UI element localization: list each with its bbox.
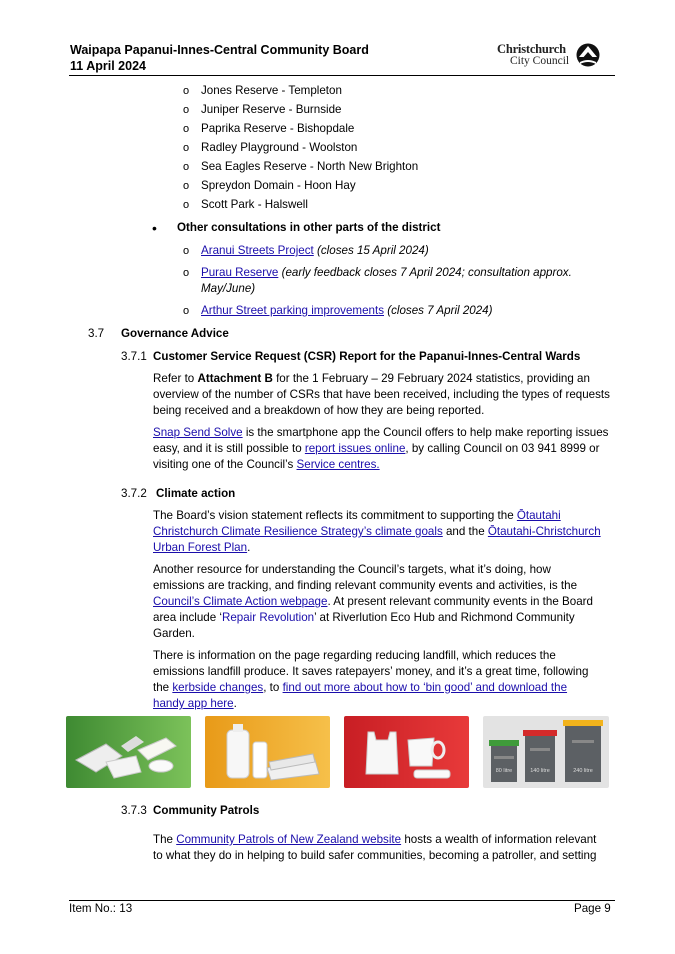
list-bullet: o (183, 267, 190, 279)
list-item: Purau Reserve (early feedback closes 7 April 2024; consultation approx. (201, 266, 572, 279)
list-item: Spreydon Domain - Hoon Hay (201, 179, 356, 192)
list-item: Aranui Streets Project (closes 15 April 2024) (201, 244, 429, 257)
red-bin-items-image (344, 716, 469, 788)
climate-strategy-link[interactable]: Ōtautahi (516, 509, 561, 522)
subsection-number: 3.7.3 (121, 804, 147, 817)
meeting-date: 11 April 2024 (70, 59, 146, 73)
purau-reserve-link[interactable]: Purau Reserve (201, 266, 279, 279)
list-bullet: o (183, 123, 190, 135)
subsection-heading: Climate action (156, 487, 236, 500)
subsection-number: 3.7.1 (121, 350, 147, 363)
council-logo: Christchurch City Council (497, 42, 607, 70)
green-bin-items-image (66, 716, 191, 788)
paragraph-line: area include ‘Repair Revolution’ at Riverlution Eco Hub and Richmond Community (153, 611, 575, 624)
list-item: Sea Eagles Reserve - North New Brighton (201, 160, 419, 173)
repair-revolution-text: Repair Revolution (221, 611, 315, 624)
subsection-heading: Customer Service Request (CSR) Report for the Papanui-Innes-Central Wards (153, 350, 581, 363)
report-issues-online-link[interactable]: report issues online (304, 442, 406, 455)
list-bullet: o (183, 305, 190, 317)
paragraph-line: The Board’s vision statement reflects its commitment to supporting the Ōtautahi (153, 509, 561, 522)
bin-size-label: 240 litre (573, 768, 593, 774)
list-bullet: o (183, 161, 190, 173)
paragraph-line: emissions landfill produce. It saves ratepayers’ money, and it’s a great time, following (153, 665, 589, 678)
section-number: 3.7 (88, 327, 105, 340)
paragraph-line: Christchurch Climate Resilience Strategy’s climate goals and the Ōtautahi-Christchurch (153, 525, 601, 538)
bin-good-link[interactable]: handy app here (153, 697, 234, 710)
urban-forest-plan-link[interactable]: Urban Forest Plan (153, 541, 248, 554)
kerbside-changes-link[interactable]: kerbside changes (172, 681, 264, 694)
bin-good-link[interactable]: find out more about how to ‘bin good’ and download the (282, 681, 568, 694)
yellow-bin-items-image (205, 716, 330, 788)
paragraph-line: handy app here. (153, 697, 237, 710)
urban-forest-plan-link[interactable]: Ōtautahi-Christchurch (487, 525, 601, 538)
list-item-continued: May/June) (201, 282, 256, 295)
paragraph-line: emissions are tracking, and finding relevant community events and activities, is the (153, 579, 578, 592)
header-rule (69, 75, 615, 76)
list-item: Arthur Street parking improvements (closes 7 April 2024) (201, 304, 493, 317)
list-bullet: o (183, 142, 190, 154)
board-name: Waipapa Papanui-Innes-Central Community Board (70, 43, 369, 57)
subsection-heading: Community Patrols (153, 804, 260, 817)
climate-strategy-link[interactable]: Christchurch Climate Resilience Strategy’s climate goals (153, 525, 443, 538)
footer-rule (69, 900, 615, 901)
bin-size-label: 80 litre (495, 768, 513, 774)
paragraph-line: Another resource for understanding the Council’s targets, what it’s doing, how (153, 563, 551, 576)
list-item: Juniper Reserve - Burnside (201, 103, 342, 116)
paragraph-line: overview of the number of CSRs that have been received, including the types of requests (153, 388, 610, 401)
list-bullet: o (183, 180, 190, 192)
snap-send-solve-link[interactable]: Snap Send Solve (153, 426, 243, 439)
community-patrols-link[interactable]: Community Patrols of New Zealand website (176, 833, 402, 846)
bin-size-label: 140 litre (530, 768, 550, 774)
aranui-streets-link[interactable]: Aranui Streets Project (201, 244, 314, 257)
list-bullet: o (183, 199, 190, 211)
paragraph-line: Garden. (153, 627, 195, 640)
list-item: Scott Park - Halswell (201, 198, 308, 211)
list-bullet: o (183, 85, 190, 97)
paragraph-line: Snap Send Solve is the smartphone app the Council offers to help make reporting issues (153, 426, 609, 439)
paragraph-line: There is information on the page regarding reducing landfill, which reduces the (153, 649, 556, 662)
list-item: Radley Playground - Woolston (201, 141, 358, 154)
wheelie-bins-image (483, 716, 609, 788)
list-bullet: o (183, 245, 190, 257)
header-title (70, 42, 369, 74)
list-item: Paprika Reserve - Bishopdale (201, 122, 355, 135)
list-bullet: • (152, 220, 157, 236)
section-heading: Governance Advice (121, 327, 229, 340)
paragraph-line: Council’s Climate Action webpage. At present relevant community events in the Board (153, 595, 593, 608)
footer-page-number: Page 9 (574, 902, 611, 915)
service-centres-link[interactable]: Service centres. (296, 458, 380, 471)
arthur-street-link[interactable]: Arthur Street parking improvements (201, 304, 384, 317)
paragraph-line: The Community Patrols of New Zealand website hosts a wealth of information relevant (153, 833, 597, 846)
paragraph-line: visiting one of the Council’s Service centres. (153, 458, 380, 471)
paragraph-line: to what they do in helping to build safer communities, becoming a patroller, and setting (153, 849, 597, 862)
other-consultations-heading: Other consultations in other parts of the district (177, 221, 441, 234)
paragraph-line: easy, and it is still possible to report issues online, by calling Council on 03 941 8999 or (153, 442, 600, 455)
climate-action-webpage-link[interactable]: Council’s Climate Action webpage (153, 595, 328, 608)
paragraph-line: Refer to Attachment B for the 1 February – 29 February 2024 statistics, providing an (153, 372, 590, 385)
paragraph-line: the kerbside changes, to find out more about how to ‘bin good’ and download the (153, 681, 568, 694)
paragraph-line: being received and a breakdown of how they are being reported. (153, 404, 485, 417)
paragraph-line: Urban Forest Plan. (153, 541, 251, 554)
list-bullet: o (183, 104, 190, 116)
subsection-number: 3.7.2 (121, 487, 147, 500)
council-emblem-icon (576, 42, 600, 68)
footer-item-number: Item No.: 13 (69, 902, 133, 915)
list-item: Jones Reserve - Templeton (201, 84, 342, 97)
